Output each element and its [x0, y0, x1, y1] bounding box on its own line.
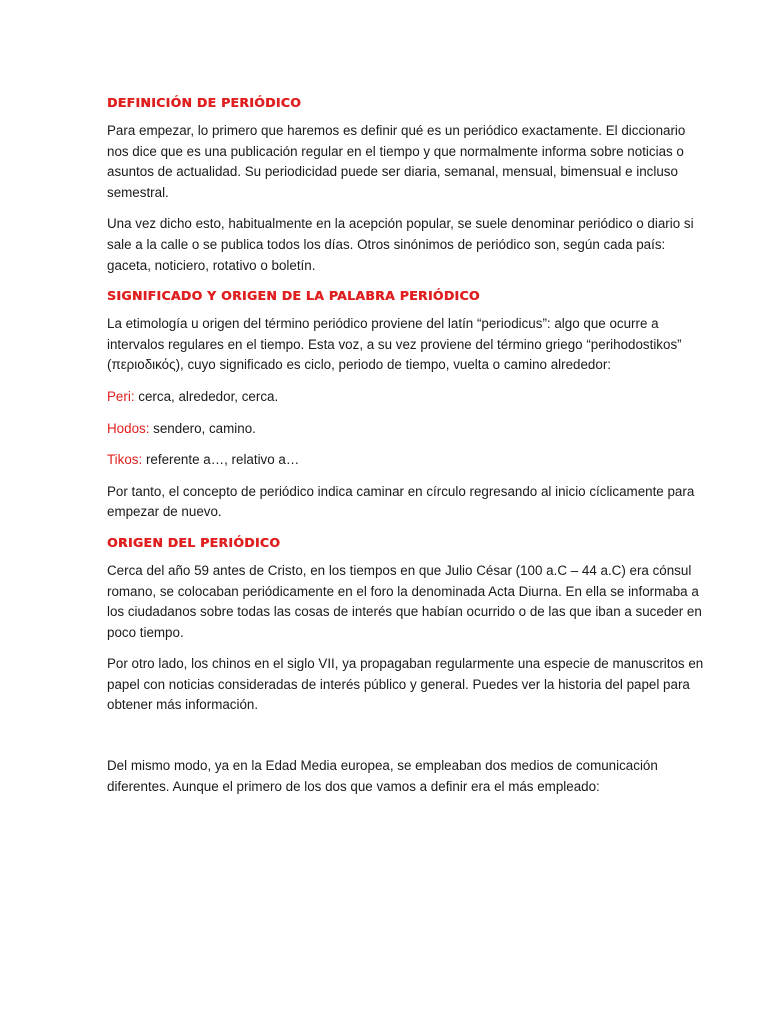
section-heading-significado: SIGNIFICADO Y ORIGEN DE LA PALABRA PERIÓDICO [107, 288, 480, 304]
term-label: Peri: [107, 388, 135, 404]
paragraph: Cerca del año 59 antes de Cristo, en los tiempos en que Julio César (100 a.C – 44 a.C) era cónsul romano, se colocaban periódicamente en el foro la denominada Acta Diurna. En ella se informaba a los ciudadanos sobre todas las cosas de interés que habían ocurrido o de las que iban a suceder en poco tiempo. [107, 562, 702, 640]
term-meaning: cerca, alrededor, cerca. [134, 388, 279, 404]
paragraph: Para empezar, lo primero que haremos es definir qué es un periódico exactamente. El diccionario nos dice que es una publicación regular en el tiempo y que normalmente informa sobre noticias o asuntos de actualidad. Su periodicidad puede ser diaria, semanal, mensual, bimensual e incluso semestral. [107, 123, 686, 200]
paragraph: Una vez dicho esto, habitualmente en la acepción popular, se suele denominar periódico o diario si sale a la calle o se publica todos los días. Otros sinónimos de periódico son, según cada país: gaceta, noticiero, rotativo o boletín. [107, 216, 694, 273]
paragraph: La etimología u origen del término periódico proviene del latín “periodicus”: algo que ocurre a intervalos regulares en el tiempo. Esta voz, a su vez proviene del término griego “perihodostikos” (περιοδικός), cuyo significado es ciclo, periodo de tiempo, vuelta o camino alrededor: [107, 316, 682, 373]
term-definition [107, 419, 708, 440]
term-label: Hodos: [107, 420, 150, 436]
section-heading-definicion: DEFINICIÓN DE PERIÓDICO [107, 95, 302, 110]
term-definition [107, 387, 708, 408]
blank-line [107, 727, 708, 756]
term-meaning: referente a…, relativo a… [142, 452, 300, 468]
section-heading-origen: ORIGEN DEL PERIÓDICO [107, 534, 281, 550]
term-label: Tikos: [107, 452, 143, 468]
paragraph: Por otro lado, los chinos en el siglo VII, ya propagaban regularmente una especie de manuscritos en papel con noticias consideradas de interés público y general. Puedes ver la historia del papel para obtener más información. [107, 656, 704, 713]
term-meaning: sendero, camino. [149, 420, 256, 436]
term-definition [107, 450, 708, 471]
paragraph: Por tanto, el concepto de periódico indica caminar en círculo regresando al inicio cíclicamente para empezar de nuevo. [107, 483, 695, 520]
paragraph: Del mismo modo, ya en la Edad Media europea, se empleaban dos medios de comunicación diferentes. Aunque el primero de los dos que vamos a definir era el más empleado: [107, 758, 658, 794]
